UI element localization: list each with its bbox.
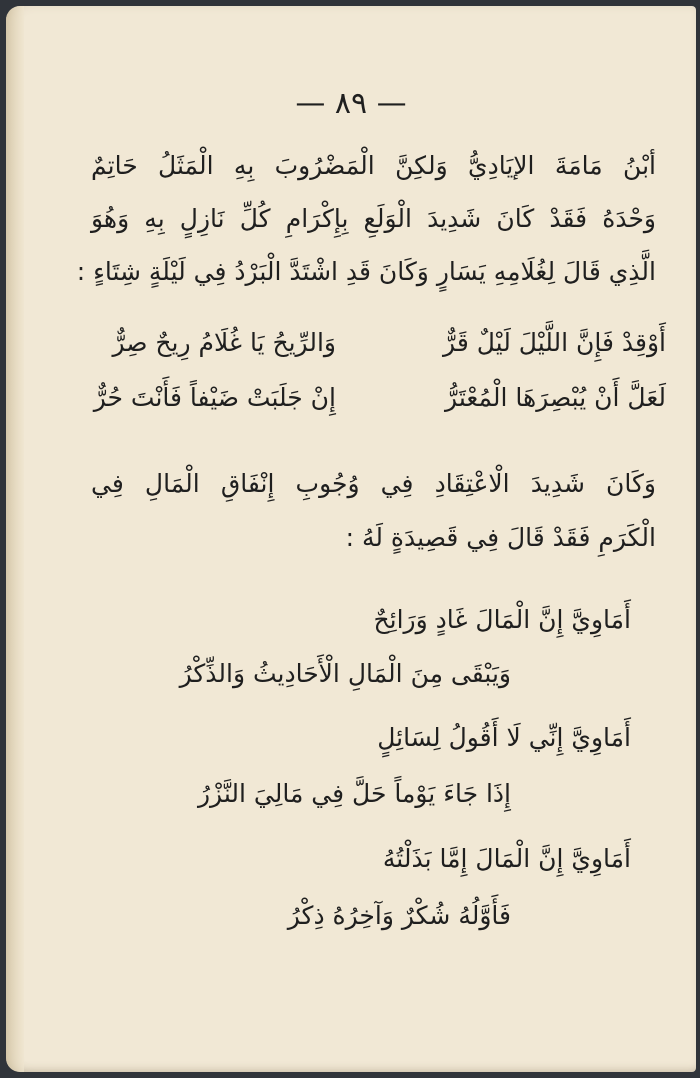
couplet-2-first-hemistich: لَعَلَّ أَنْ يُبْصِرَهَا الْمُعْتَرُّ (445, 383, 666, 412)
couplet-1-first-hemistich: أَوْقِدْ فَإِنَّ اللَّيْلَ لَيْلٌ قَرٌّ (443, 328, 666, 357)
second-para-line-2: الْكَرَمِ فَقَدْ قَالَ فِي قَصِيدَةٍ لَهُ : (345, 523, 656, 552)
intro-line-1: أبْنُ مَامَةَ الإيَادِيُّ وَلكِنَّ الْمَضْرُوبَ بِهِ الْمَثَلُ حَاتِمٌ (91, 151, 656, 180)
poem-line-4: إِذَا جَاءَ يَوْماً حَلَّ فِي مَالِيَ النَّزْرُ (197, 779, 511, 808)
poem-line-6: فَأَوَّلُهُ شُكْرٌ وَآخِرُهُ ذِكْرُ (287, 901, 511, 930)
intro-line-2: وَحْدَهُ فَقَدْ كَانَ شَدِيدَ الْوَلَعِ بِإِكْرَامِ كُلِّ نَازِلٍ بِهِ وَهُوَ (91, 204, 656, 233)
second-para-line-1: وَكَانَ شَدِيدَ الْاعْتِقَادِ فِي وُجُوبِ إِنْفَاقِ الْمَالِ فِي (91, 469, 656, 498)
couplet-1-second-hemistich: وَالرِّيحُ يَا غُلَامُ رِيحٌ صِرٌّ (112, 328, 336, 357)
poem-line-2: وَيَبْقَى مِنَ الْمَالِ الْأَحَادِيثُ وَالذِّكْرُ (179, 659, 511, 688)
poem-line-3: أَمَاوِيَّ إِنِّي لَا أَقُولُ لِسَائِلٍ (377, 723, 631, 752)
page-number: — ٨٩ — (295, 86, 407, 121)
poem-line-5: أَمَاوِيَّ إِنَّ الْمَالَ إِمَّا بَذَلْتُهُ (382, 844, 631, 873)
intro-line-3: الَّذِي قَالَ لِغُلَامِهِ يَسَارٍ وَكَانَ قَدِ اشْتَدَّ الْبَرْدُ فِي لَيْلَةٍ شِتَاءٍ : (76, 257, 656, 286)
couplet-2-second-hemistich: إِنْ جَلَبَتْ ضَيْفاً فَأَنْتَ حُرٌّ (93, 383, 336, 412)
book-page (6, 6, 696, 1072)
page-text (6, 6, 696, 1072)
poem-line-1: أَمَاوِيَّ إِنَّ الْمَالَ غَادٍ وَرَائِحٌ (373, 605, 631, 634)
